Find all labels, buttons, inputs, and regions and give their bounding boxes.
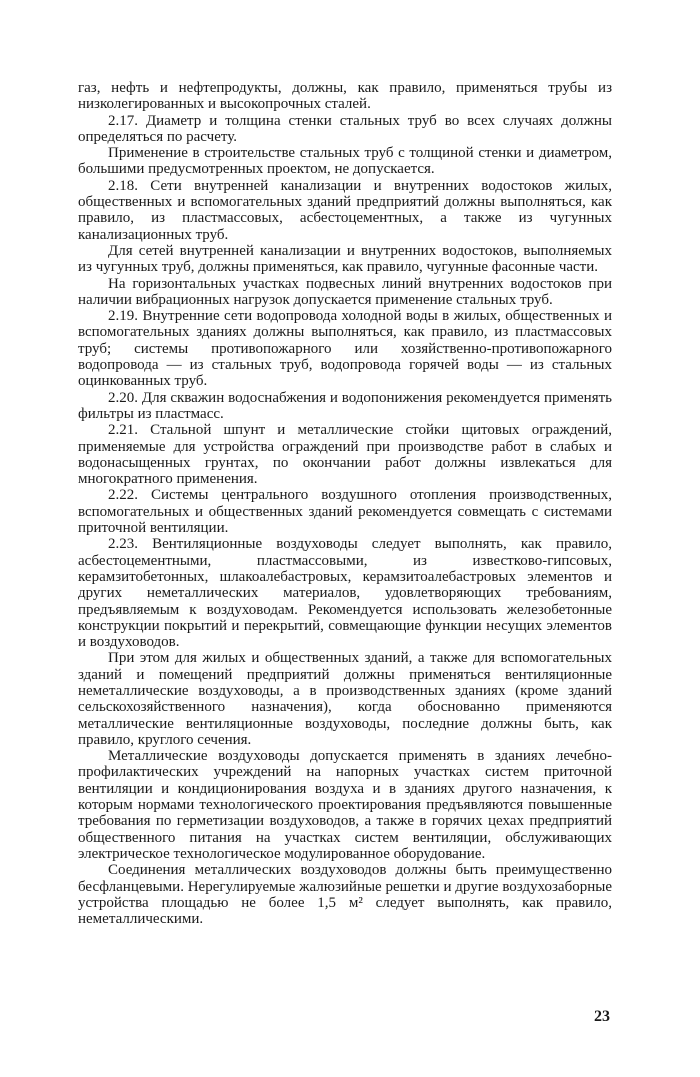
paragraph: Для сетей внутренней канализации и внутренних водостоков, выполняемых из чугунных труб, должны применяться, как правило, чугунные фасонные части. xyxy=(78,242,612,276)
paragraph: Металлические воздуховоды допускается применять в зданиях лечебно-профилактических учреждений на напорных участках систем приточной вентиляции и кондиционирования воздуха и в зданиях другого назначения, к которым нормами технологического проектирования предъявляются повышенные требования по герметизации воздуховодов, а также в горячих цехах предприятий общественного питания на участках систем вентиляции, обслуживающих электрическое технологическое модулированное оборудование. xyxy=(78,748,612,862)
paragraph-2-23: 2.23. Вентиляционные воздуховоды следует выполнять, как правило, асбестоцементными, пластмассовыми, из известково-гипсовых, керамзитобетонных, шлакоалебастровых, керамзитоалебастровых элементов и других неметаллических материалов, удовлетворяющих требованиям, предъявляемым к воздуховодам. Рекомендуется использовать железобетонные конструкции покрытий и перекрытий, совмещающие функции несущих элементов и воздуховодов. xyxy=(78,536,612,651)
paragraph-2-22: 2.22. Системы центрального воздушного отопления производственных, вспомогательных и общественных зданий рекомендуется совмещать с системами приточной вентиляции. xyxy=(78,487,612,537)
paragraph-2-20: 2.20. Для скважин водоснабжения и водопонижения рекомендуется применять фильтры из пластмасс. xyxy=(78,389,612,422)
paragraph-continuation: газ, нефть и нефтепродукты, должны, как правило, применяться трубы из низколегированных и высокопрочных сталей. xyxy=(78,80,612,113)
paragraph-2-19: 2.19. Внутренние сети водопровода холодной воды в жилых, общественных и вспомогательных зданиях должны выполняться, как правило, из пластмассовых труб; системы противопожарного или хозяйственно-противопожарного водопровода — из стальных труб, водопровода горячей воды — из стальных оцинкованных труб. xyxy=(78,308,612,390)
paragraph-2-17: 2.17. Диаметр и толщина стенки стальных труб во всех случаях должны определяться по расчету. xyxy=(78,112,612,145)
paragraph-2-21: 2.21. Стальной шпунт и металлические стойки щитовых ограждений, применяемые для устройства ограждений при производстве работ в слабых и водонасыщенных грунтах, по окончании работ должны извлекаться для многократного применения. xyxy=(78,422,612,488)
paragraph: На горизонтальных участках подвесных линий внутренних водостоков при наличии вибрационных нагрузок допускается применение стальных труб. xyxy=(78,275,612,308)
paragraph: При этом для жилых и общественных зданий, а также для вспомогательных зданий и помещений предприятий должны применяться вентиляционные неметаллические воздуховоды, а в производственных зданиях (кроме зданий сельскохозяйственного назначения), когда обоснованно применяются металлические вентиляционные воздуховоды, последние должны быть, как правило, круглого сечения. xyxy=(78,650,612,748)
paragraph: Применение в строительстве стальных труб с толщиной стенки и диаметром, большими предусмотренных проектом, не допускается. xyxy=(78,145,612,178)
paragraph: Соединения металлических воздуховодов должны быть преимущественно бесфланцевыми. Нерегулируемые жалюзийные решетки и другие воздухозаборные устройства площадью не более 1,5 м² следует выполнять, как правило, неметаллическими. xyxy=(78,862,612,928)
body-text xyxy=(78,80,612,927)
page-number: 23 xyxy=(594,1008,610,1025)
paragraph-2-18: 2.18. Сети внутренней канализации и внутренних водостоков жилых, общественных и вспомогательных зданий предприятий должны выполняться, как правило, из пластмассовых, асбестоцементных, а также из чугунных канализационных труб. xyxy=(78,177,612,243)
